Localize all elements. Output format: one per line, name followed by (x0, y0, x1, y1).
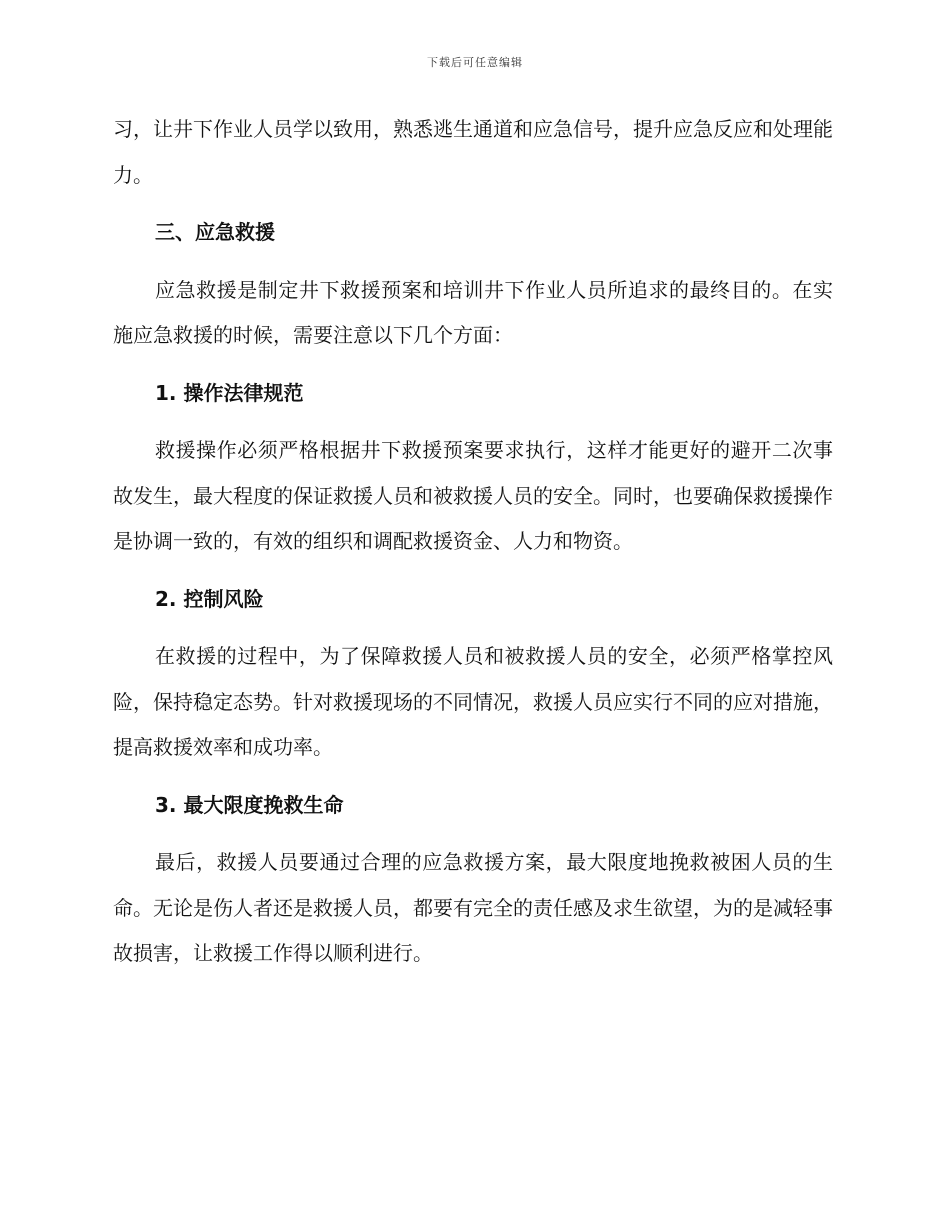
paragraph-risk-control: 在救援的过程中，为了保障救援人员和被救援人员的安全，必须严格掌控风险，保持稳定态势。针对救援现场的不同情况，救援人员应实行不同的应对措施，提高救援效率和成功率。 (113, 644, 833, 759)
section-heading-emergency-rescue: 三、应急救援 (155, 220, 275, 244)
paragraph-save-lives: 最后，救援人员要通过合理的应急救援方案，最大限度地挽救被困人员的生命。无论是伤人者还是救援人员，都要有完全的责任感及求生欲望，为的是减轻事故损害，让救援工作得以顺利进行。 (113, 850, 833, 965)
subheading-legal-operation: 1. 操作法律规范 (155, 380, 304, 405)
subheading-risk-control: 2. 控制风险 (155, 586, 264, 611)
paragraph-rescue-purpose: 应急救援是制定井下救援预案和培训井下作业人员所追求的最终目的。在实施应急救援的时候，需要注意以下几个方面： (113, 277, 833, 347)
paragraph-intro-continuation: 习，让井下作业人员学以致用，熟悉逃生通道和应急信号，提升应急反应和处理能力。 (113, 117, 833, 187)
document-body (113, 107, 833, 977)
paragraph-legal-operation: 救援操作必须严格根据井下救援预案要求执行，这样才能更好的避开二次事故发生，最大程度的保证救援人员和被救援人员的安全。同时，也要确保救援操作是协调一致的，有效的组织和调配救援资金、人力和物资。 (113, 438, 833, 553)
page-header: 下载后可任意编辑 (427, 56, 523, 69)
subheading-save-lives: 3. 最大限度挽救生命 (155, 792, 344, 817)
